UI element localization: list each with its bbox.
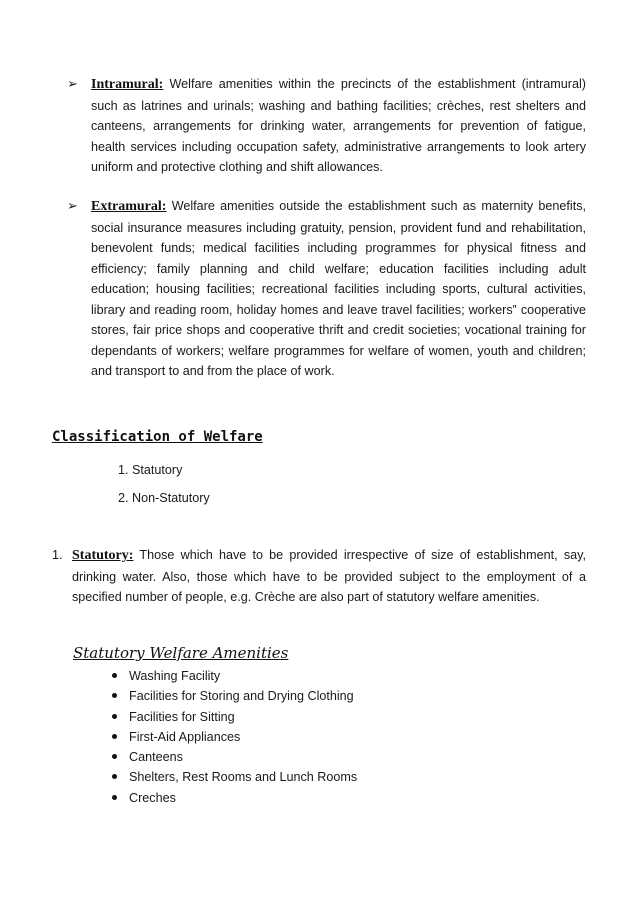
bullet-dot-icon [112, 754, 117, 759]
bullet-dot-icon [112, 774, 117, 779]
statutory-text: Those which have to be provided irrespective of size of establishment, say, drinking water. Also, those which have to be provided subject to the employment of a specified number of people, e.g. Crèche are also part of statutory welfare amenities. [72, 548, 586, 604]
arrow-bullet-icon: ➢ [67, 198, 78, 213]
classification-heading: Classification of Welfare [52, 429, 263, 445]
bullet-dot-icon [112, 795, 117, 800]
statutory-number: 1. [52, 548, 63, 562]
list-item: Creches [112, 788, 357, 808]
intramural-paragraph [67, 74, 586, 178]
statutory-term: Statutory: [72, 548, 134, 563]
list-item: Shelters, Rest Rooms and Lunch Rooms [112, 767, 357, 787]
statutory-paragraph [52, 545, 586, 608]
bullet-dot-icon [112, 673, 117, 678]
list-item: Facilities for Sitting [112, 707, 357, 727]
list-item: 1. Statutory [118, 463, 183, 477]
bullet-dot-icon [112, 734, 117, 739]
bullet-dot-icon [112, 693, 117, 698]
extramural-paragraph [67, 196, 586, 382]
amenities-list [112, 666, 357, 808]
list-item: Washing Facility [112, 666, 357, 686]
intramural-text: Welfare amenities within the precincts of the establishment (intramural) such as latrines and urinals; washing and bathing facilities; crèches, rest shelters and canteens, arrangements for drinking water, arrangements for prevention of fatigue, health services including occupation safety, administrative arrangements to look artery uniform and protective clothing and shift allowances. [91, 77, 586, 174]
intramural-term: Intramural: [91, 77, 164, 92]
amenities-heading: Statutory Welfare Amenities [73, 644, 289, 662]
extramural-text: Welfare amenities outside the establishment such as maternity benefits, social insurance measures including gratuity, pension, provident fund and rehabilitation, benevolent funds; medical facilities including programmes for physical fitness and efficiency; family planning and child welfare; education facilities including adult education; housing facilities; recreational facilities including sports, cultural activities, library and reading room, holiday homes and leave travel facilities; workers‟ cooperative stores, fair price shops and cooperative thrift and credit societies; vocational training for dependants of workers; welfare programmes for welfare of women, youth and children; and transport to and from the place of work. [91, 199, 586, 378]
list-item: First-Aid Appliances [112, 727, 357, 747]
bullet-dot-icon [112, 714, 117, 719]
list-item: Facilities for Storing and Drying Clothing [112, 686, 357, 706]
extramural-term: Extramural: [91, 199, 167, 214]
list-item: Canteens [112, 747, 357, 767]
list-item: 2. Non-Statutory [118, 491, 210, 505]
classification-list [118, 460, 210, 516]
arrow-bullet-icon: ➢ [67, 76, 78, 91]
